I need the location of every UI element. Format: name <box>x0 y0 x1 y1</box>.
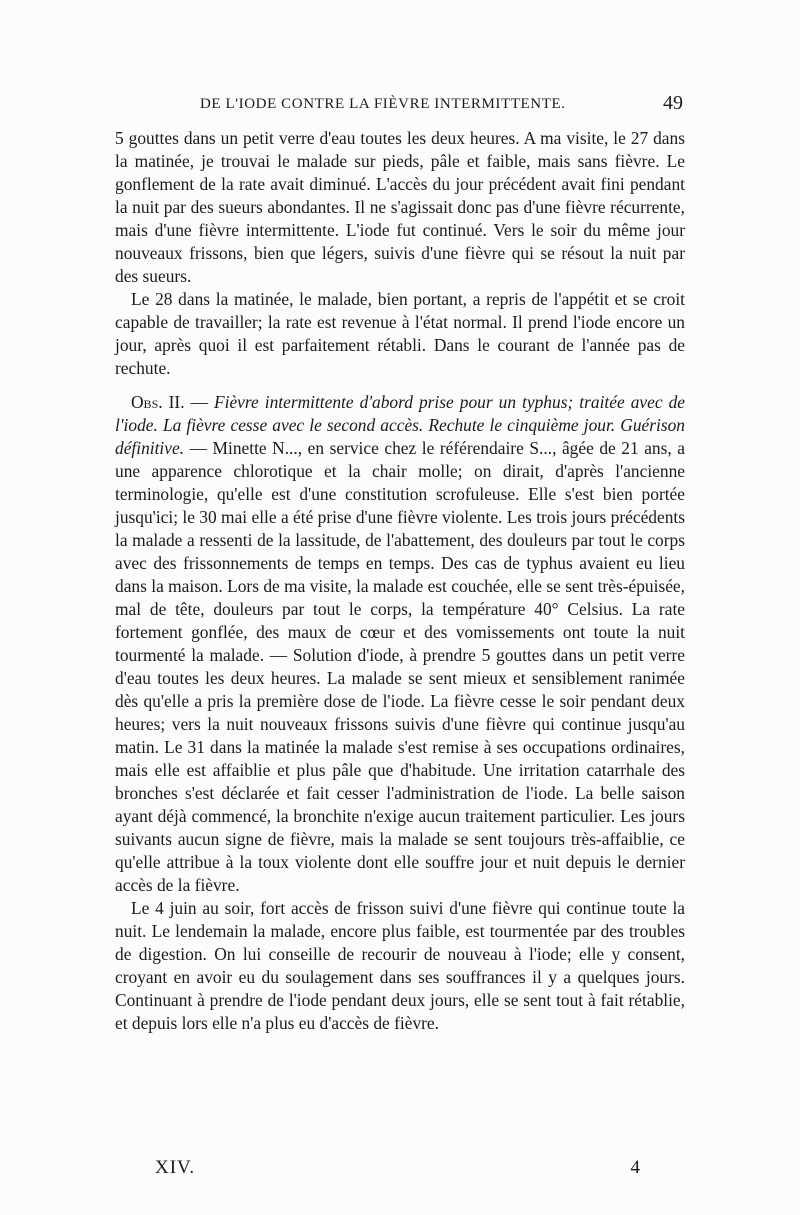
observation-title: Fièvre intermittente d'abord prise pour un typhus; traitée avec de l'iode. La fièvre cesse avec le second accès. Rechute le cinquième jour. Guérison définitive. <box>115 392 685 458</box>
page-number: 49 <box>663 92 683 114</box>
paragraph-relapse: Le 4 juin au soir, fort accès de frisson suivi d'une fièvre qui continue toute la nuit. Le lendemain la malade, encore plus faible, est tourmentée par des troubles de digestion. On lui conseille de recourir de nouveau à l'iode; elle y consent, croyant en avoir eu du soulagement dans ses souffrances il y a quelques jours. Continuant à prendre de l'iode pendant deux jours, elle se sent tout à fait rétablie, et depuis lors elle n'a plus eu d'accès de fièvre. <box>115 898 685 1033</box>
signature-number: 4 <box>630 1157 640 1178</box>
paragraph-observation-2 <box>115 391 685 897</box>
page-header <box>115 92 685 122</box>
paragraph-case-continuation: 5 gouttes dans un petit verre d'eau toutes les deux heures. A ma visite, le 27 dans la matinée, je trouvai le malade sur pieds, pâle et faible, mais sans fièvre. Le gonflement de la rate avait diminué. L'accès du jour précédent avait fini pendant la nuit par des sueurs abondantes. Il ne s'agissait donc pas d'une fièvre récurrente, mais d'une fièvre intermittente. L'iode fut continué. Vers le soir du même jour nouveaux frissons, bien que légers, suivis d'une fièvre qui se résout la nuit par des sueurs. <box>115 128 685 286</box>
page-body <box>115 127 685 1035</box>
observation-dash: — <box>184 392 214 412</box>
paragraph-recovery: Le 28 dans la matinée, le malade, bien portant, a repris de l'appétit et se croit capable de travailler; la rate est revenue à l'état normal. Il prend l'iode encore un jour, après quoi il est parfaitement rétabli. Dans le courant de l'année pas de rechute. <box>115 289 685 378</box>
observation-label: Obs. II. <box>131 392 185 412</box>
running-head: DE L'IODE CONTRE LA FIÈVRE INTERMITTENTE. <box>200 96 566 112</box>
signature-mark: XIV. <box>155 1157 196 1178</box>
page-footer <box>155 1157 640 1183</box>
observation-body: — Minette N..., en service chez le référendaire S..., âgée de 21 ans, a une apparence chlorotique et la chair molle; on dirait, d'après l'ancienne terminologie, qu'elle est d'une constitution scrofuleuse. Elle s'est bien portée jusqu'ici; le 30 mai elle a été prise d'une fièvre violente. Les trois jours précédents la malade a ressenti de la lassitude, de l'abattement, des douleurs par tout le corps avec des frissonnements de temps en temps. Des cas de typhus avaient eu lieu dans la maison. Lors de ma visite, la malade est couchée, elle se sent très-épuisée, mal de tête, douleurs par tout le corps, la température 40° Celsius. La rate fortement gonflée, des maux de cœur et des vomissements ont toute la nuit tourmenté la malade. — Solution d'iode, à prendre 5 gouttes dans un petit verre d'eau toutes les deux heures. La malade se sent mieux et sensiblement ranimée dès qu'elle a pris la première dose de l'iode. La fièvre cesse le soir pendant deux heures; vers la nuit nouveaux frissons suivis d'une fièvre qui continue jusqu'au matin. Le 31 dans la matinée la malade s'est remise à ses occupations ordinaires, mais elle est affaiblie et plus pâle que d'habitude. Une irritation catarrhale des bronches s'est déclarée et fait cesser l'administration de l'iode. La belle saison ayant déjà commencé, la bronchite n'exige aucun traitement particulier. Les jours suivants aucun signe de fièvre, mais la malade se sent toujours très-affaiblie, ce qu'elle attribue à la toux violente dont elle souffre jour et nuit depuis le dernier accès de la fièvre. <box>115 438 685 895</box>
